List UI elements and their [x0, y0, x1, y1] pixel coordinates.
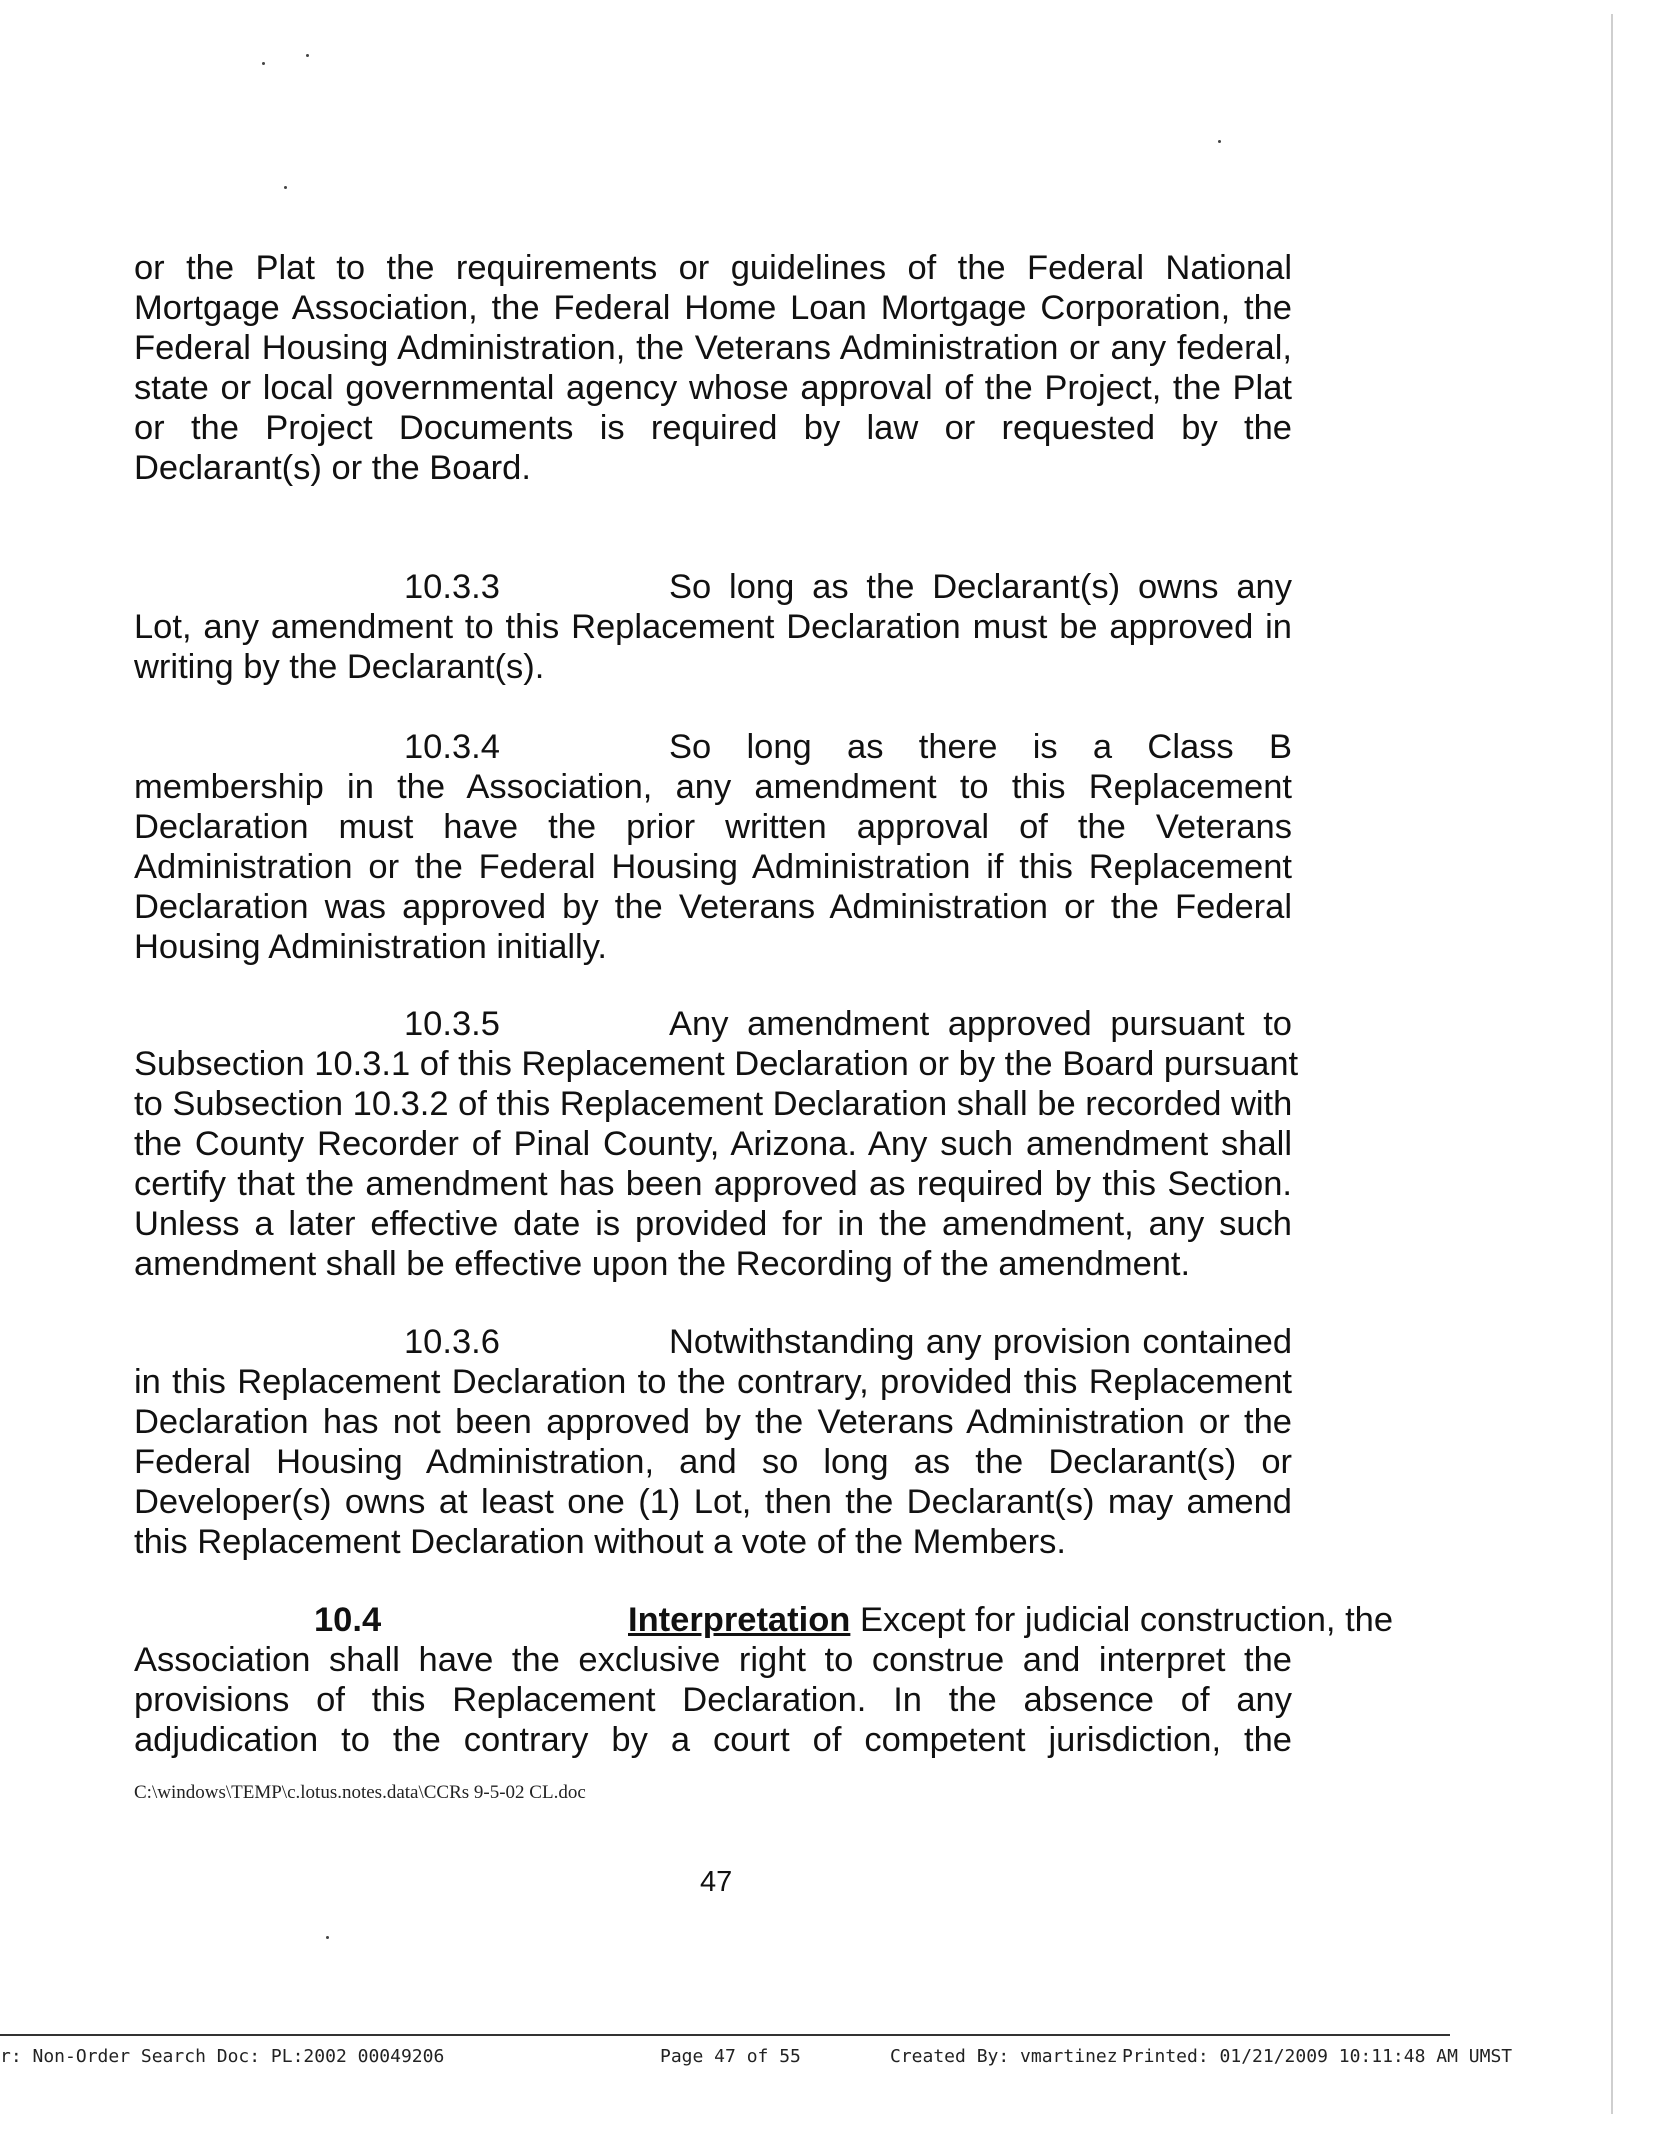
section-lead-text: So long as there is a Class B	[669, 728, 1292, 766]
text-line: Administration or the Federal Housing Administration if this Replacement	[134, 848, 1292, 886]
section-10-3-3	[134, 567, 1292, 687]
text-line: Declaration was approved by the Veterans Administration or the Federal	[134, 888, 1292, 926]
page-edge-rule	[1611, 14, 1613, 2114]
text-line: Developer(s) owns at least one (1) Lot, then the Declarant(s) may amend	[134, 1483, 1292, 1521]
section-first-line	[134, 567, 1292, 607]
text-line: Unless a later effective date is provided for in the amendment, any such	[134, 1205, 1292, 1243]
scan-speck	[326, 1936, 329, 1939]
scan-speck	[262, 62, 265, 65]
section-10-3-5	[134, 1004, 1299, 1284]
text-line: in this Replacement Declaration to the contrary, provided this Replacement	[134, 1363, 1292, 1401]
opening-paragraph	[134, 248, 1292, 488]
printed-timestamp: Printed: 01/21/2009 10:11:48 AM UMST	[1122, 2046, 1513, 2067]
text-line: Declarant(s) or the Board.	[134, 449, 531, 487]
text-line: adjudication to the contrary by a court of competent jurisdiction, the	[134, 1721, 1292, 1759]
page-info: Page 47 of 55	[660, 2046, 801, 2067]
text-line: or the Plat to the requirements or guidelines of the Federal National	[134, 249, 1292, 287]
scan-speck	[284, 186, 287, 189]
text-line: Subsection 10.3.1 of this Replacement Declaration or by the Board pursuant	[134, 1045, 1299, 1083]
section-first-line	[134, 727, 1292, 767]
file-path-footer: C:\windows\TEMP\c.lotus.notes.data\CCRs 9-5-02 CL.doc	[134, 1782, 586, 1803]
text-line: state or local governmental agency whose approval of the Project, the Plat	[134, 369, 1292, 407]
text-line: Mortgage Association, the Federal Home Loan Mortgage Corporation, the	[134, 289, 1292, 327]
section-number: 10.3.6	[404, 1323, 500, 1361]
section-number: 10.3.3	[404, 568, 500, 606]
section-number: 10.3.4	[404, 728, 500, 766]
text-line: amendment shall be effective upon the Recording of the amendment.	[134, 1245, 1191, 1283]
section-lead-text: So long as the Declarant(s) owns any	[669, 568, 1292, 606]
text-line: Declaration has not been approved by the Veterans Administration or the	[134, 1403, 1292, 1441]
text-line: the County Recorder of Pinal County, Arizona. Any such amendment shall	[134, 1125, 1292, 1163]
section-heading: Interpretation	[628, 1601, 851, 1639]
text-line: Lot, any amendment to this Replacement Declaration must be approved in	[134, 608, 1292, 646]
section-number: 10.4	[314, 1601, 382, 1639]
text-line: this Replacement Declaration without a vote of the Members.	[134, 1523, 1066, 1561]
section-10-4-interpretation	[134, 1600, 1394, 1760]
scan-speck	[1218, 140, 1221, 143]
section-10-3-6	[134, 1322, 1292, 1562]
text-line: certify that the amendment has been approved as required by this Section.	[134, 1165, 1292, 1203]
section-lead-text: Except for judicial construction, the	[859, 1601, 1394, 1639]
text-line: Federal Housing Administration, the Veterans Administration or any federal,	[134, 329, 1292, 367]
text-line: or the Project Documents is required by law or requested by the	[134, 409, 1292, 447]
text-line: Federal Housing Administration, and so long as the Declarant(s) or	[134, 1443, 1292, 1481]
text-line: provisions of this Replacement Declaration. In the absence of any	[134, 1681, 1292, 1719]
status-bar-rule	[0, 2034, 1450, 2036]
scan-speck	[306, 54, 309, 57]
section-lead-text: Notwithstanding any provision contained	[669, 1323, 1292, 1361]
section-lead-text: Any amendment approved pursuant to	[669, 1005, 1292, 1043]
text-line: writing by the Declarant(s).	[134, 648, 545, 686]
section-first-line	[134, 1322, 1292, 1362]
text-line: Association shall have the exclusive right to construe and interpret the	[134, 1641, 1292, 1679]
section-first-line	[134, 1600, 1394, 1640]
section-10-3-4	[134, 727, 1292, 967]
section-lead	[628, 1600, 1394, 1640]
text-line: Declaration must have the prior written approval of the Veterans	[134, 808, 1292, 846]
text-line: membership in the Association, any amendment to this Replacement	[134, 768, 1292, 806]
created-by: Created By: vmartinez	[890, 2046, 1118, 2067]
text-line: Housing Administration initially.	[134, 928, 607, 966]
text-line: to Subsection 10.3.2 of this Replacement Declaration shall be recorded with	[134, 1085, 1293, 1123]
section-number: 10.3.5	[404, 1005, 500, 1043]
section-first-line	[134, 1004, 1292, 1044]
search-info: r: Non-Order Search Doc: PL:2002 00049206	[0, 2046, 445, 2067]
page-number: 47	[700, 1866, 733, 1898]
